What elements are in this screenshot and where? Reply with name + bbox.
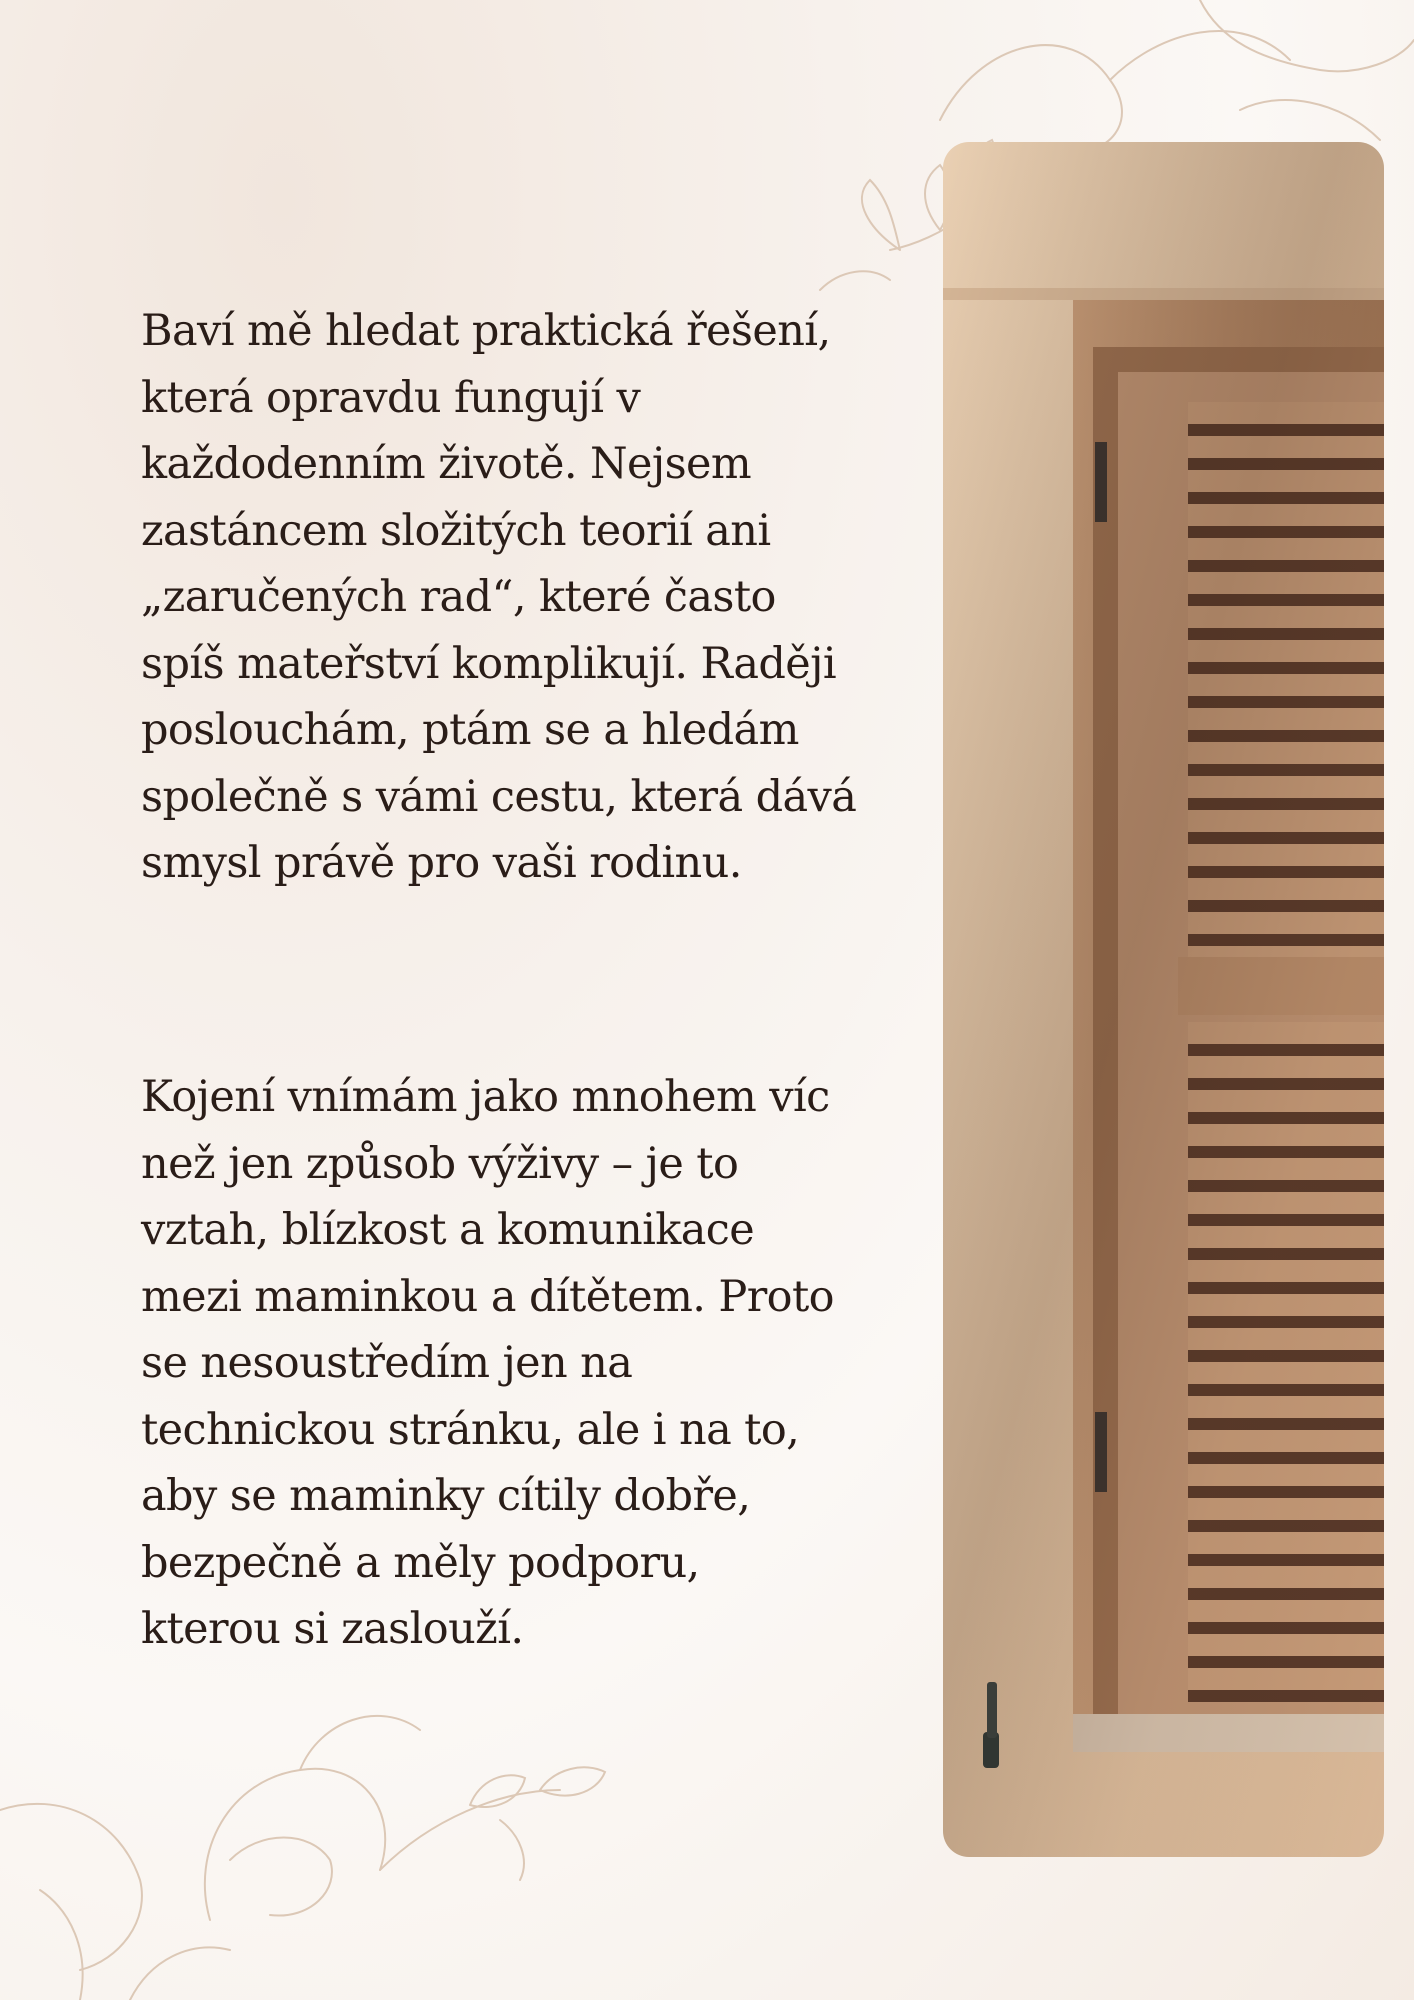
breastfeeding-paragraph	[141, 1064, 881, 1663]
text-line: zastáncem složitých teorií ani	[141, 505, 771, 556]
text-line: technickou stránku, ale i na to,	[141, 1404, 800, 1455]
floral-line-art-icon	[0, 1660, 720, 2000]
window-shutter-photo	[943, 142, 1384, 1857]
text-line: která opravdu fungují v	[141, 372, 641, 423]
text-line: aby se maminky cítily dobře,	[141, 1471, 751, 1521]
text-line: „zaručených rad“, které často	[141, 572, 776, 622]
text-line: poslouchám, ptám se a hledám	[141, 705, 799, 755]
text-line: vztah, blízkost a komunikace	[141, 1205, 755, 1255]
leaf-shadow	[943, 142, 1384, 1857]
text-line: Kojení vnímám jako mnohem víc	[141, 1072, 830, 1122]
text-line: mezi maminkou a dítětem. Proto	[141, 1271, 834, 1322]
text-line: než jen způsob výživy – je to	[141, 1138, 739, 1189]
text-line: spíš mateřství komplikují. Raději	[141, 638, 837, 689]
text-line: Baví mě hledat praktická řešení,	[141, 306, 831, 356]
text-line: smysl právě pro vaši rodinu.	[141, 838, 742, 888]
text-line: bezpečně a měly podporu,	[141, 1537, 700, 1588]
text-line: se nesoustředím jen na	[141, 1338, 633, 1388]
text-line: společně s vámi cestu, která dává	[141, 771, 857, 822]
intro-paragraph	[141, 298, 881, 897]
shutter-illustration	[943, 142, 1384, 1857]
text-line: kterou si zaslouží.	[141, 1604, 524, 1654]
text-line: každodenním životě. Nejsem	[141, 439, 752, 489]
